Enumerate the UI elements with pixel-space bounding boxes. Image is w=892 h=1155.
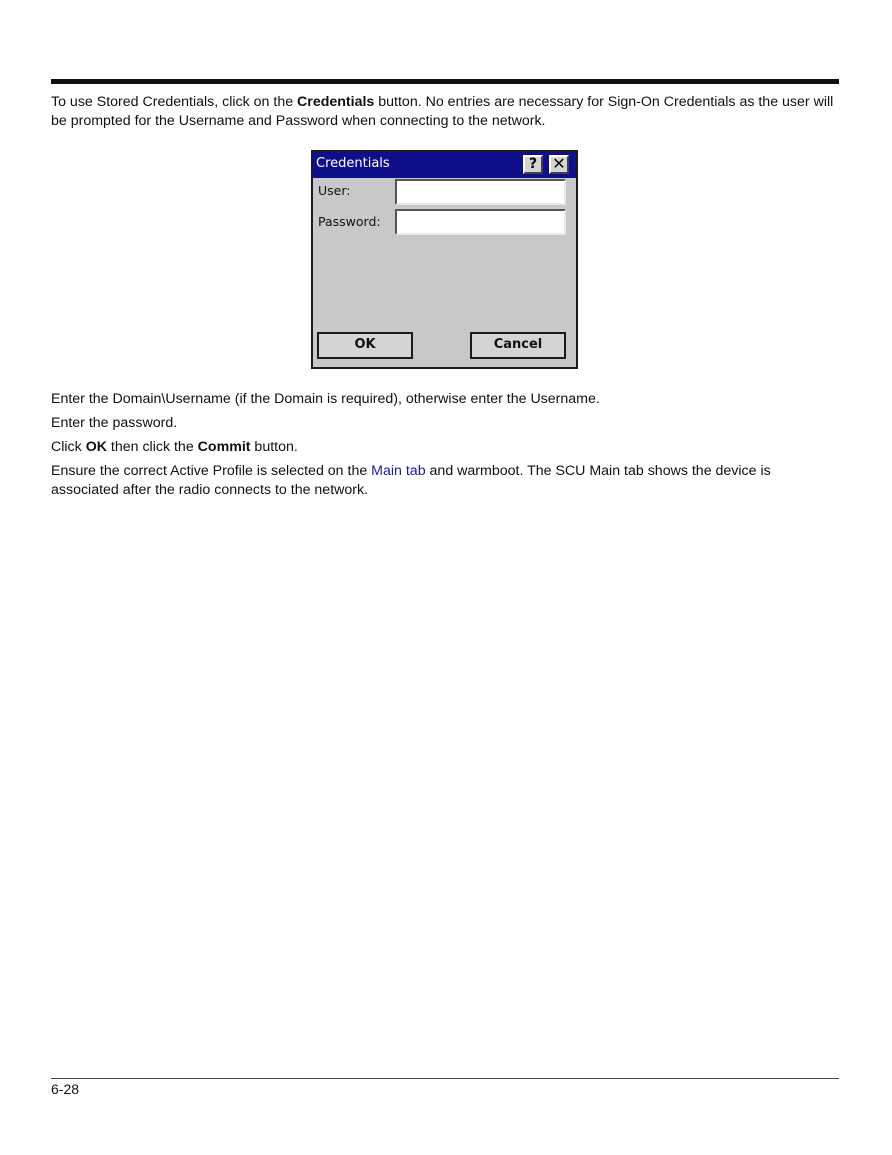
- step-4: Ensure the correct Active Profile is selected on the Main tab and warmboot. The SCU Main tab shows the device is associated after the radio connects to the network.: [51, 463, 771, 498]
- ok-button[interactable]: OK: [317, 332, 413, 359]
- user-label: User:: [318, 183, 351, 198]
- page-number: 6-28: [51, 1081, 80, 1097]
- intro-paragraph: To use Stored Credentials, click on the Credentials button. No entries are necessary for Sign-On Credentials as the user will be prompted for the Username and Password when connecting to the network.: [51, 94, 834, 129]
- dialog-title: Credentials: [316, 156, 390, 171]
- credentials-dialog: [311, 150, 578, 369]
- help-button[interactable]: ?: [523, 155, 543, 174]
- dialog-titlebar: [313, 152, 576, 178]
- footer-rule: [51, 1078, 839, 1079]
- password-label: Password:: [318, 214, 381, 229]
- user-input[interactable]: [395, 179, 566, 205]
- password-input[interactable]: [395, 209, 566, 235]
- step-3: Click OK then click the Commit button.: [51, 439, 298, 455]
- close-button[interactable]: ✕: [549, 155, 569, 174]
- cancel-button[interactable]: Cancel: [470, 332, 566, 359]
- main-tab-link[interactable]: Main tab: [371, 463, 426, 479]
- step-2: Enter the password.: [51, 415, 178, 431]
- step-1: Enter the Domain\Username (if the Domain is required), otherwise enter the Username.: [51, 391, 600, 407]
- header-rule: [51, 79, 839, 84]
